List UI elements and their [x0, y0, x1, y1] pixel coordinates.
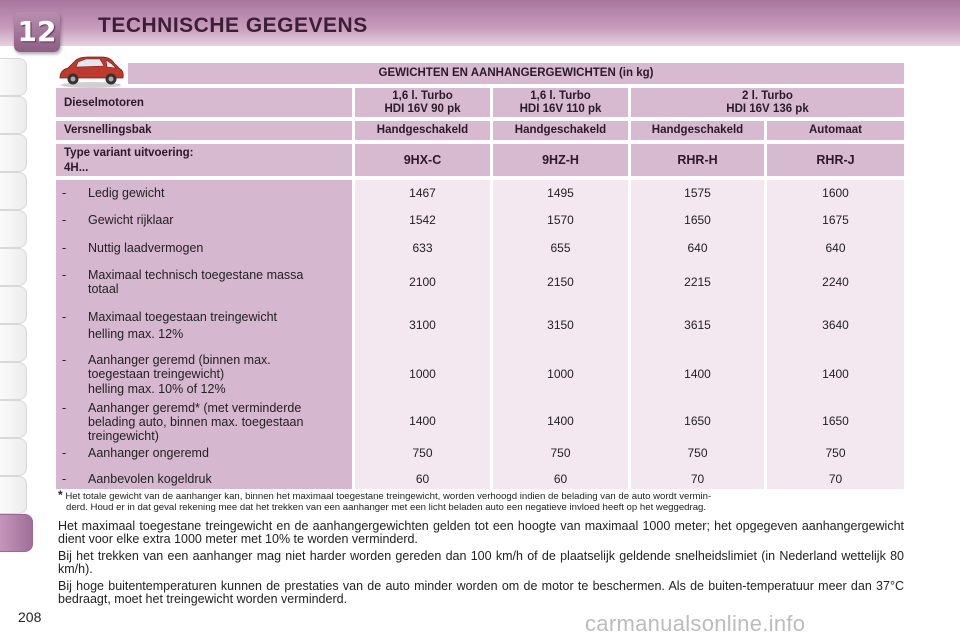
table-cell: 1467	[409, 186, 436, 200]
value-column-2	[493, 180, 628, 489]
table-cell: 640	[687, 241, 708, 255]
table-cell: 750	[825, 446, 846, 460]
paragraph: Bij het trekken van een aanhanger mag niet harder worden gereden dan 100 km/h of de plaatselijk geldende snelheidslimiet (in Nederland wettelijk 80 km/h).	[58, 549, 904, 576]
footnote-line1: Het totale gewicht van de aanhanger kan, binnen het maximaal toegestane treingewicht, worden verhoogd indien de belading van de auto wordt vermin-	[65, 491, 712, 502]
paragraph: Het maximaal toegestane treingewicht en de aanhangergewichten gelden tot een hoogte van maximaal 1000 meter; het opgegeven aanhangergewicht dient voor elke extra 1000 meter met 10% te worden verminderd.	[58, 519, 904, 546]
chapter-tab[interactable]	[0, 134, 27, 172]
table-cell: 2100	[409, 275, 436, 289]
value-column-1	[355, 180, 490, 489]
engine-col-1	[355, 88, 490, 117]
page-title: TECHNISCHE GEGEVENS	[98, 14, 368, 37]
table-cell: 1575	[684, 186, 711, 200]
type-label-line1: Type variant uitvoering:	[64, 147, 194, 159]
table-cell: 1400	[547, 414, 574, 428]
table-cell: 2215	[684, 275, 711, 289]
gearbox-cell: Automaat	[767, 121, 904, 140]
footnote-line2: derd. Houd er in dat geval rekening mee dat het trekken van een aanhanger met een licht beladen auto een negatieve invloed heeft op het weggedrag.	[66, 502, 707, 513]
table-cell: 3100	[409, 318, 436, 332]
table-cell: 70	[828, 472, 843, 486]
table-cell: 1650	[822, 414, 849, 428]
chapter-tab[interactable]	[0, 286, 27, 324]
chapter-tab[interactable]	[0, 362, 27, 400]
paragraph: Bij hoge buitentemperaturen kunnen de prestaties van de auto minder worden om de motor te beschermen. Als de buiten-temperatuur meer dan 37°C bedraagt, moet het treingewicht worden verminderd.	[58, 579, 904, 606]
table-cell: 3150	[547, 318, 574, 332]
table-cell: 1400	[822, 367, 849, 381]
engine-label: Dieselmotoren	[64, 97, 144, 109]
table-caption: GEWICHTEN EN AANHANGERGEWICHTEN (in kg)	[128, 63, 904, 84]
table-cell: 1400	[684, 367, 711, 381]
table-cell: 750	[550, 446, 571, 460]
chapter-badge: 12	[14, 12, 60, 52]
page-number: 208	[18, 609, 42, 625]
table-cell: 1675	[822, 213, 849, 227]
value-column-3	[631, 180, 764, 489]
table-cell: 633	[412, 241, 433, 255]
type-cell: 9HZ-H	[493, 144, 628, 176]
engine-col-2	[493, 88, 628, 117]
gearbox-cell: Handgeschakeld	[631, 121, 764, 140]
table-cell: 1570	[547, 213, 574, 227]
engine-col-3	[631, 88, 904, 117]
chapter-tab[interactable]	[0, 248, 27, 286]
chapter-tab[interactable]	[0, 210, 27, 248]
gearbox-cell: Handgeschakeld	[493, 121, 628, 140]
chapter-tab[interactable]	[0, 400, 27, 438]
type-cell: RHR-H	[631, 144, 764, 176]
car-icon	[56, 54, 126, 88]
table-cell: 750	[412, 446, 433, 460]
chapter-tab[interactable]	[0, 438, 27, 476]
engine-line2: HDI 16V 110 pk	[519, 103, 602, 115]
table-cell: 1000	[547, 367, 574, 381]
table-cell: 2150	[547, 275, 574, 289]
table-cell: 1495	[547, 186, 574, 200]
table-cell: 60	[553, 472, 568, 486]
table-row-sublabel: helling max. 12%	[88, 327, 184, 341]
type-cell: RHR-J	[767, 144, 904, 176]
chapter-tab[interactable]	[0, 324, 27, 362]
type-label-line2: 4H...	[64, 162, 89, 174]
chapter-tab[interactable]	[0, 96, 27, 134]
engine-header	[56, 88, 352, 117]
engine-line2: HDI 16V 136 pk	[726, 103, 809, 115]
footnote	[58, 490, 908, 513]
table-cell: 655	[550, 241, 571, 255]
chapter-tab[interactable]	[0, 172, 27, 210]
table-cell: 750	[687, 446, 708, 460]
table-cell: 3640	[822, 318, 849, 332]
table-cell: 60	[415, 472, 430, 486]
watermark: carmanualsonline.info	[585, 611, 806, 636]
table-cell: 70	[690, 472, 705, 486]
table-cell: 2240	[822, 275, 849, 289]
engine-line2: HDI 16V 90 pk	[384, 103, 461, 115]
footnote-marker: *	[58, 488, 63, 502]
table-cell: 1000	[409, 367, 436, 381]
type-cell: 9HX-C	[355, 144, 490, 176]
chapter-tab[interactable]	[0, 58, 27, 96]
type-header	[56, 144, 352, 176]
table-cell: 1650	[684, 414, 711, 428]
engine-line1: 1,6 l. Turbo	[392, 90, 453, 102]
table-cell: 1600	[822, 186, 849, 200]
chapter-tab[interactable]	[0, 476, 27, 514]
chapter-tab-active[interactable]	[0, 514, 33, 552]
table-cell: 3615	[684, 318, 711, 332]
gearbox-cell: Handgeschakeld	[355, 121, 490, 140]
table-cell: 640	[825, 241, 846, 255]
table-cell: 1650	[684, 213, 711, 227]
gearbox-header	[56, 121, 352, 140]
chapter-tabs	[0, 58, 30, 578]
gearbox-label: Versnellingsbak	[64, 124, 152, 136]
table-cell: 1400	[409, 414, 436, 428]
table-row-sublabel: helling max. 10% of 12%	[88, 382, 226, 396]
value-column-4	[767, 180, 904, 489]
table-cell: 1542	[409, 213, 436, 227]
engine-line1: 1,6 l. Turbo	[530, 90, 591, 102]
engine-line1: 2 l. Turbo	[742, 90, 793, 102]
